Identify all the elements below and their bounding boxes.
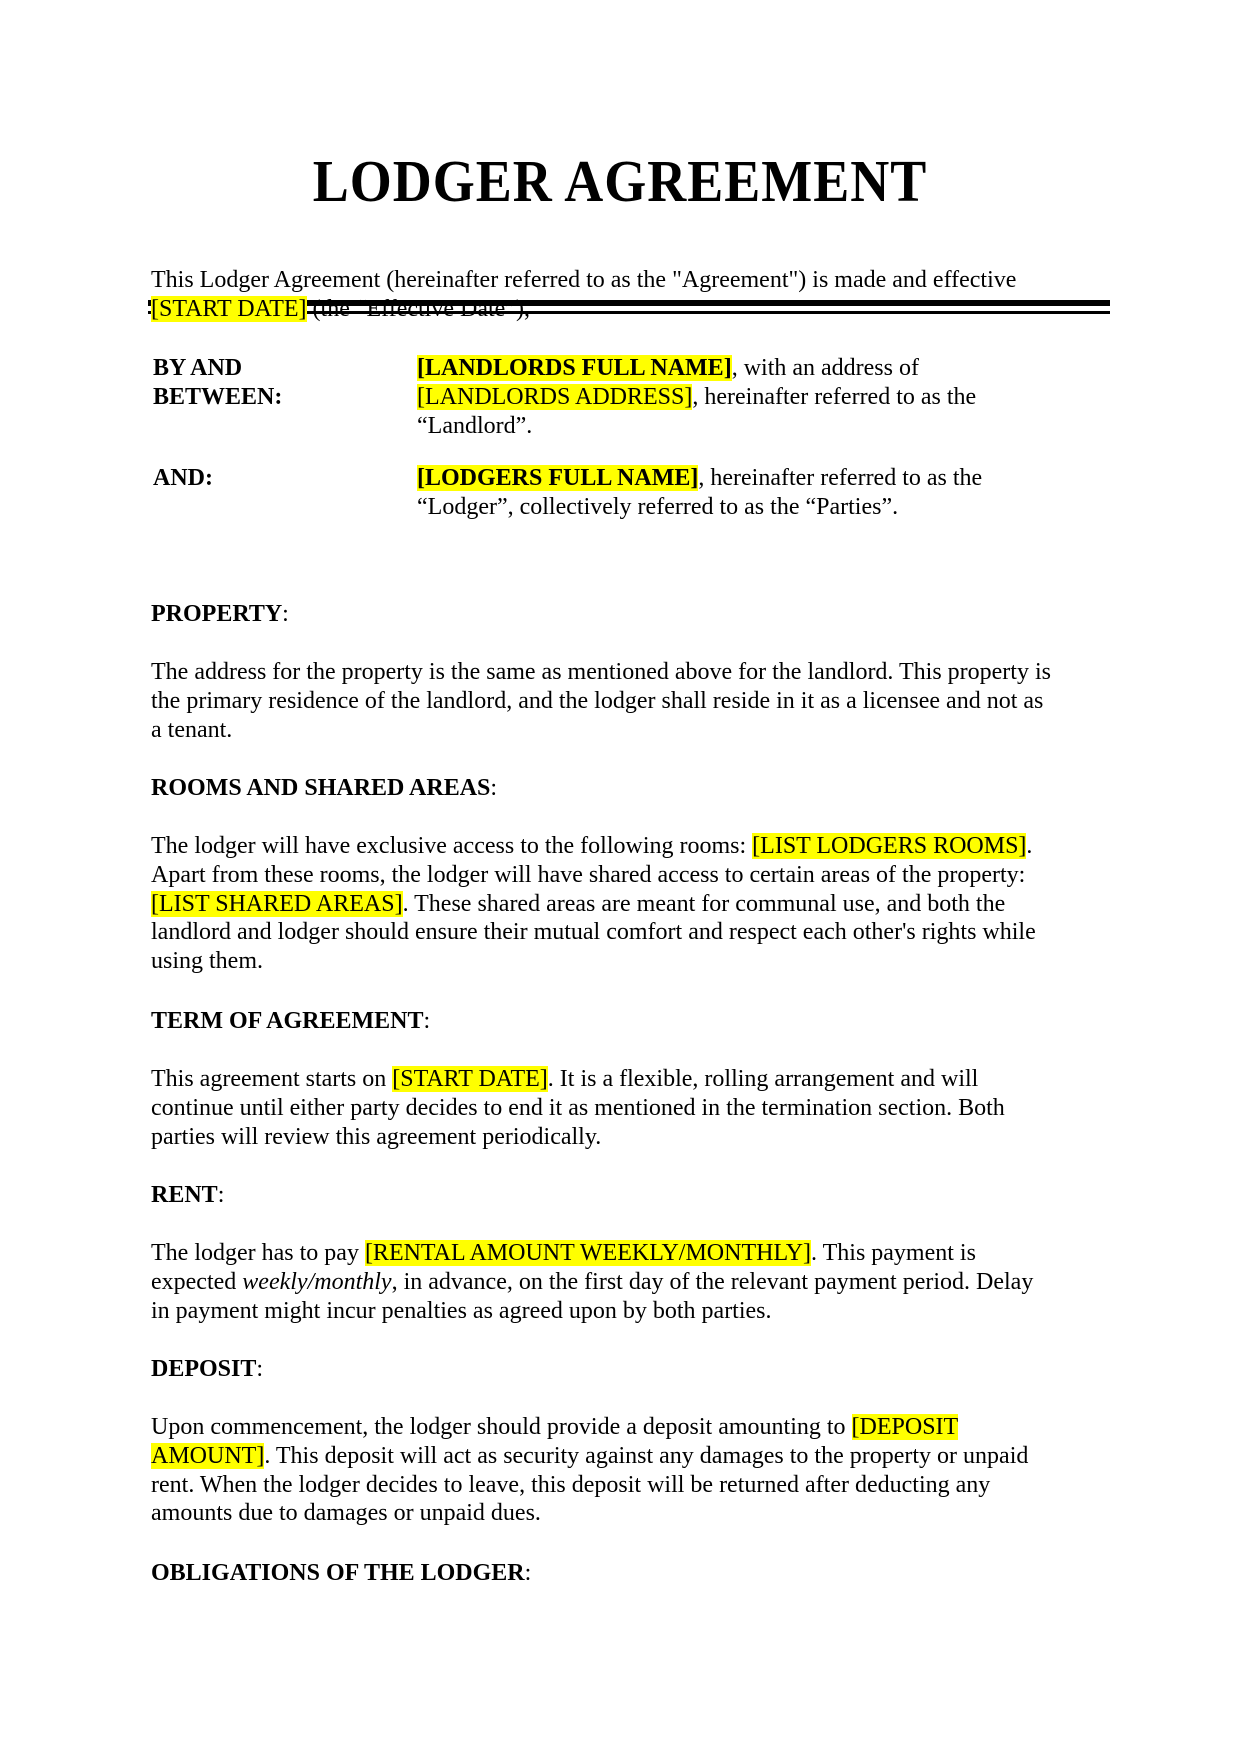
- text-segment: . This payment is: [811, 1240, 976, 1266]
- text-segment: :: [524, 1560, 532, 1586]
- deposit-text: [151, 1413, 1028, 1528]
- text-line: [151, 918, 1036, 947]
- text-line: [151, 832, 1036, 861]
- text-line: [153, 354, 282, 383]
- text-line: [151, 1181, 224, 1210]
- text-segment: BY AND: [153, 355, 243, 381]
- text-segment: BETWEEN:: [153, 383, 283, 410]
- text-line: [417, 354, 976, 383]
- text-line: [151, 600, 289, 629]
- text-line: [151, 716, 1051, 745]
- placeholder-field: [DEPOSIT: [851, 1414, 959, 1440]
- text-segment: landlord and lodger should ensure their mutual comfort and respect each other's rights while: [151, 919, 1036, 946]
- text-segment: parties will review this agreement periodically.: [151, 1123, 602, 1150]
- property-text: [151, 658, 1051, 744]
- text-segment: This Lodger Agreement (hereinafter referred to as the "Agreement") is made and effective: [151, 267, 1017, 293]
- text-line: [151, 1123, 1005, 1152]
- property-heading: [151, 600, 289, 629]
- text-segment: The lodger will have exclusive access to the following rooms:: [151, 833, 753, 859]
- text-line: [151, 1065, 1005, 1094]
- text-line: [151, 1268, 1033, 1297]
- text-segment: , hereinafter referred to as the: [698, 465, 983, 491]
- text-line: [151, 1442, 1028, 1471]
- placeholder-field: [LIST SHARED AREAS]: [151, 890, 403, 917]
- text-line: [151, 1413, 1028, 1442]
- text-segment: “Landlord”.: [417, 412, 533, 439]
- obligations-heading: [151, 1559, 531, 1588]
- text-segment: in payment might incur penalties as agreed upon by both parties.: [151, 1297, 772, 1324]
- text-segment: DEPOSIT: [151, 1356, 257, 1382]
- text-segment: . It is a flexible, rolling arrangement and will: [547, 1066, 979, 1092]
- text-segment: (the “Effective Date”),: [306, 295, 530, 322]
- text-line: [151, 1007, 430, 1036]
- text-line: [153, 383, 282, 412]
- text-segment: The lodger has to pay: [151, 1240, 365, 1266]
- text-segment: a tenant.: [151, 716, 233, 743]
- rooms-heading: [151, 774, 497, 803]
- text-line: [151, 947, 1036, 976]
- text-segment: :: [256, 1356, 264, 1382]
- text-segment: “Lodger”, collectively referred to as the “Parties”.: [417, 493, 899, 520]
- document-title: LODGER AGREEMENT: [312, 148, 928, 214]
- lodger-party: [417, 464, 982, 522]
- placeholder-field: [LIST LODGERS ROOMS]: [752, 833, 1027, 859]
- text-segment: :: [423, 1008, 431, 1034]
- placeholder-field: [START DATE]: [392, 1066, 548, 1092]
- text-segment: PROPERTY: [151, 601, 283, 627]
- text-segment: AND:: [153, 465, 213, 491]
- text-segment: , hereinafter referred to as the: [692, 383, 977, 410]
- text-segment: TERM OF AGREEMENT: [151, 1008, 424, 1034]
- text-line: [151, 658, 1051, 687]
- text-segment: Upon commencement, the lodger should provide a deposit amounting to: [151, 1414, 852, 1440]
- text-segment: .: [1026, 833, 1033, 859]
- text-segment: . These shared areas are meant for communal use, and both the: [402, 890, 1006, 917]
- text-line: [151, 1559, 531, 1588]
- text-line: [151, 1355, 263, 1384]
- text-line: [151, 890, 1036, 919]
- text-line: [151, 266, 1016, 295]
- text-segment: the primary residence of the landlord, and the lodger shall reside in it as a licensee and not as: [151, 687, 1044, 714]
- text-segment: , with an address of: [731, 355, 919, 381]
- text-segment: :: [217, 1182, 225, 1208]
- text-line: [151, 687, 1051, 716]
- text-line: [417, 412, 976, 441]
- text-line: [151, 1239, 1033, 1268]
- text-segment: OBLIGATIONS OF THE LODGER: [151, 1560, 525, 1586]
- text-line: [417, 464, 982, 493]
- text-segment: RENT: [151, 1182, 218, 1208]
- text-segment: The address for the property is the same as mentioned above for the landlord. This property is: [151, 659, 1051, 685]
- text-segment: , in advance, on the first day of the relevant payment period. Delay: [391, 1268, 1034, 1295]
- text-line: [151, 1471, 1028, 1500]
- term-text: [151, 1065, 1005, 1151]
- text-segment: using them.: [151, 948, 263, 975]
- text-segment: . This deposit will act as security against any damages to the property or unpaid: [264, 1442, 1029, 1469]
- text-line: [417, 493, 982, 522]
- deposit-heading: [151, 1355, 263, 1384]
- rent-heading: [151, 1181, 224, 1210]
- text-line: [151, 1094, 1005, 1123]
- text-segment: :: [490, 775, 498, 801]
- text-line: [151, 861, 1036, 890]
- placeholder-field: AMOUNT]: [151, 1442, 265, 1469]
- term-heading: [151, 1007, 430, 1036]
- placeholder-field: [RENTAL AMOUNT WEEKLY/MONTHLY]: [364, 1240, 812, 1266]
- text-segment: rent. When the lodger decides to leave, this deposit will be returned after deducting any: [151, 1471, 991, 1498]
- text-line: [151, 1297, 1033, 1326]
- text-segment: ROOMS AND SHARED AREAS: [151, 775, 491, 801]
- text-segment: :: [282, 601, 289, 627]
- placeholder-field: [LANDLORDS FULL NAME]: [417, 355, 732, 381]
- text-segment: This agreement starts on: [151, 1066, 393, 1092]
- text-line: [151, 1499, 1028, 1528]
- text-segment: weekly/monthly: [242, 1268, 392, 1295]
- text-line: [153, 464, 213, 493]
- placeholder-field: [LANDLORDS ADDRESS]: [417, 383, 693, 410]
- by-and-between-label: [153, 354, 282, 412]
- intro: [151, 266, 1016, 324]
- text-line: [151, 295, 1016, 324]
- text-line: [417, 383, 976, 412]
- text-line: [151, 774, 497, 803]
- text-segment: Apart from these rooms, the lodger will have shared access to certain areas of the property:: [151, 861, 1026, 888]
- rooms-text: [151, 832, 1036, 976]
- text-segment: continue until either party decides to end it as mentioned in the termination section. Both: [151, 1094, 1005, 1121]
- rent-text: [151, 1239, 1033, 1325]
- and-label: [153, 464, 213, 493]
- placeholder-field: [LODGERS FULL NAME]: [417, 465, 699, 491]
- text-segment: expected: [151, 1268, 243, 1295]
- placeholder-field: [START DATE]: [151, 295, 307, 322]
- text-segment: amounts due to damages or unpaid dues.: [151, 1500, 541, 1527]
- landlord-party: [417, 354, 976, 440]
